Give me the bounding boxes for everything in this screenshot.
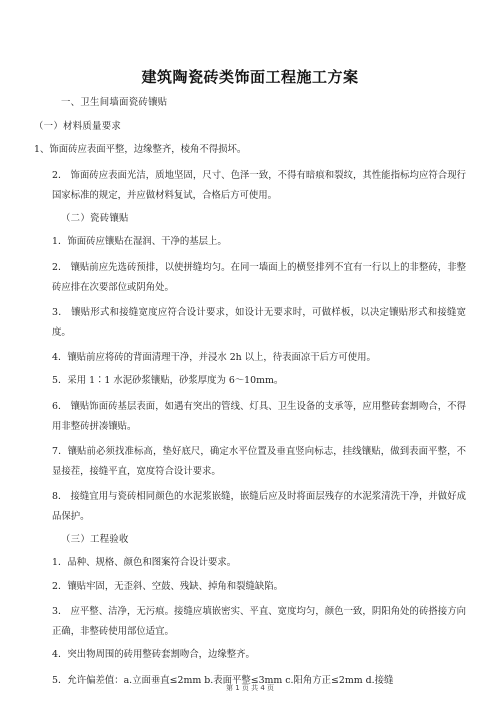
paragraph-acceptance-4: 4．突出物周围的砖用整砖套割吻合，边缘整齐。 — [52, 649, 255, 661]
document-body — [34, 95, 466, 696]
paragraph-tiling-3: 3． 镶贴形式和接缝宽度应符合设计要求，如设计无要求时，可做样板，以决定镶贴形式和接缝宽度。 — [52, 306, 466, 338]
paragraph-tiling-6: 6． 镶贴饰面砖基层表面，如遇有突出的管线、灯具、卫生设备的支承等，应用整砖套割吻合，不得用非整砖拼凑镶贴。 — [52, 400, 466, 432]
section-heading-1: 一、卫生间墙面瓷砖镶贴 — [61, 97, 168, 108]
subsection-heading-material: （一）材料质量要求 — [34, 120, 122, 132]
paragraph-acceptance-3: 3． 应平整、洁净，无污痕。接缝应填嵌密实、平直、宽度均匀，颜色一致，阴阳角处的砖搭接方向正确，非整砖使用部位适宜。 — [52, 606, 466, 638]
page-number-footer: 第 1 页 共 4 页 — [225, 684, 275, 692]
document-title: 建筑陶瓷砖类饰面工程施工方案 — [141, 68, 359, 86]
paragraph-material-1: 1、饰面砖应表面平整，边缘整齐，棱角不得损坏。 — [34, 144, 247, 156]
paragraph-material-2: 2． 饰面砖应表面光洁，质地坚固，尺寸、色泽一致，不得有暗痕和裂纹，其性能指标均应符合现行国家标准的规定，并应做材料复试，合格后方可使用。 — [52, 169, 466, 201]
paragraph-acceptance-1: 1．品种、规格、颜色和图案符合设计要求。 — [52, 557, 237, 569]
paragraph-tiling-8: 8． 接缝宜用与瓷砖相同颜色的水泥浆嵌缝，嵌缝后应及时将面层残存的水泥浆清洗干净，并做好成品保护。 — [52, 490, 466, 522]
paragraph-acceptance-5: 5．允许偏差值：a.立面垂直≤2mm b.表面平整≤3mm c.阳角方正≤2mm d.接缝 — [52, 674, 394, 686]
paragraph-tiling-2: 2． 镶贴前应先选砖预排，以使拼缝均匀。在同一墙面上的横竖排列不宜有一行以上的非整砖，非整砖应排在次要部位或阴角处。 — [52, 261, 466, 293]
paragraph-acceptance-2: 2．镶贴牢固，无歪斜、空鼓、残缺、掉角和裂缝缺陷。 — [52, 580, 283, 592]
paragraph-tiling-5: 5．采用 1∶1 水泥砂浆镶贴，砂浆厚度为 6～10mm。 — [52, 374, 284, 386]
paragraph-tiling-4: 4．镶贴前应将砖的背面清理干净，并浸水 2h 以上，待表面凉干后方可使用。 — [52, 351, 376, 363]
paragraph-tiling-7: 7．镶贴前必须找准标高，垫好底尺，确定水平位置及垂直竖向标志，挂线镶贴，做到表面平整，不显接茬，接缝平直，宽度符合设计要求。 — [52, 445, 466, 477]
subsection-heading-acceptance: （三）工程验收 — [61, 533, 129, 545]
subsection-heading-tiling: （二）瓷砖镶贴 — [61, 212, 129, 224]
paragraph-tiling-1: 1．饰面砖应镶贴在湿润、干净的基层上。 — [52, 236, 227, 248]
